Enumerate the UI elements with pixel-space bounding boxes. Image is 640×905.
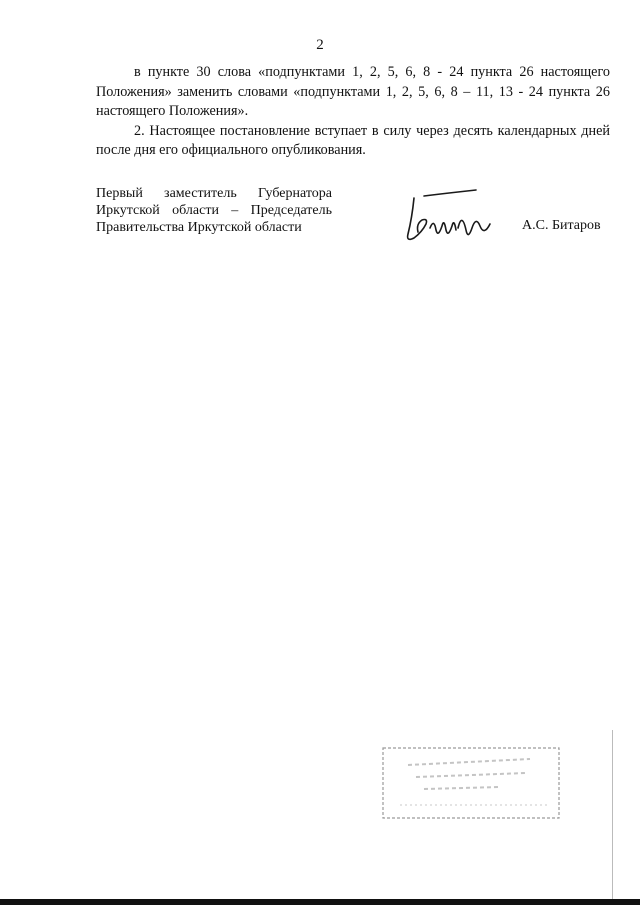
- page-bottom-border: [0, 899, 640, 905]
- signer-name: А.С. Битаров: [522, 218, 601, 233]
- scan-edge-line: [612, 730, 613, 900]
- signer-title-line-2: Иркутской области – Председатель: [96, 203, 332, 218]
- signer-title-line-1: Первый заместитель Губернатора: [96, 186, 332, 201]
- signer-title: [96, 185, 332, 236]
- document-body: [96, 63, 610, 161]
- signer-title-line-3: Правительства Иркутской области: [96, 220, 302, 235]
- handwritten-signature: [400, 188, 510, 253]
- paragraph-amendment: в пункте 30 слова «подпунктами 1, 2, 5, 6, 8 - 24 пункта 26 настоящего Положения» заменить словами «подпунктами 1, 2, 5, 6, 8 – 11, 13 - 24 пункта 26 настоящего Положения».: [96, 64, 610, 119]
- registration-stamp: [380, 745, 562, 828]
- page-number: 2: [316, 37, 324, 53]
- paragraph-effective-date: 2. Настоящее постановление вступает в силу через десять календарных дней после дня его официального опубликования.: [96, 122, 610, 158]
